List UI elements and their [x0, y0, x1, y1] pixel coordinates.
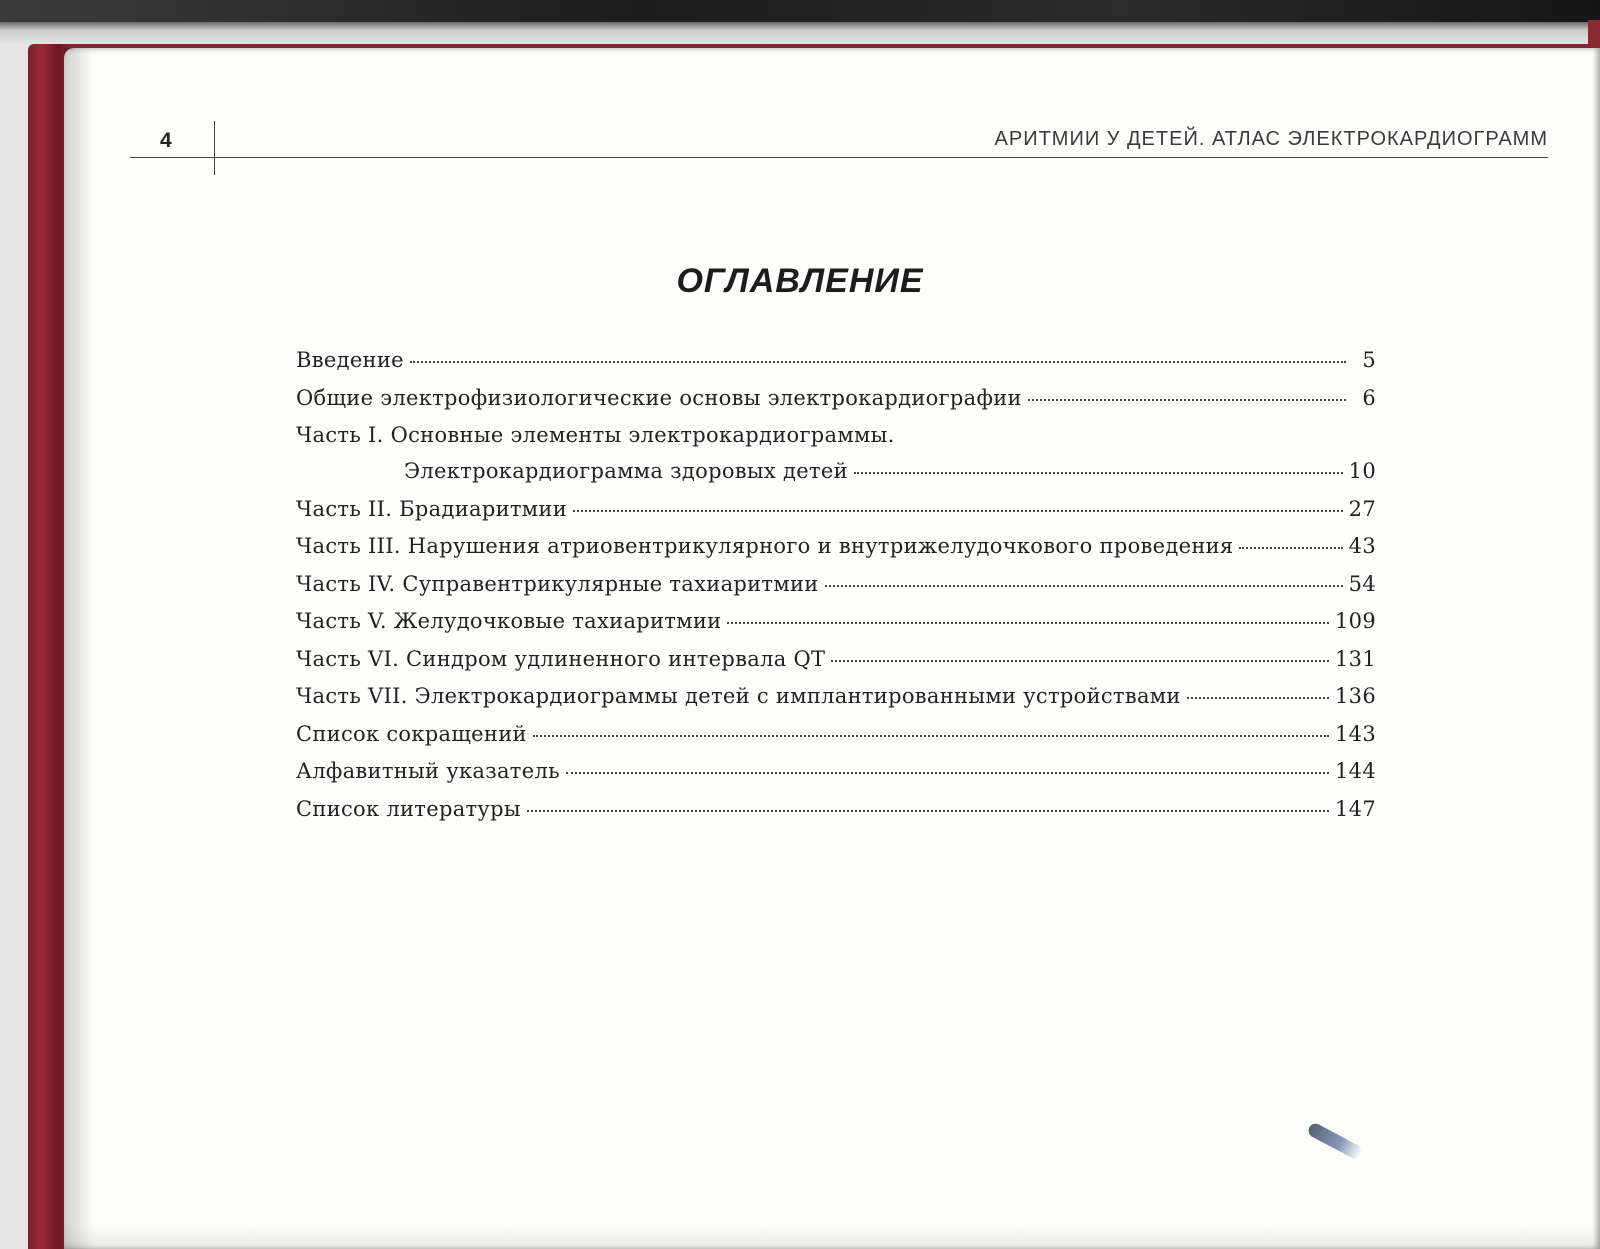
toc-entry-introduction [296, 348, 1376, 386]
toc-leader-dots [1028, 398, 1346, 401]
toc-entry-label: Введение [296, 348, 404, 372]
toc-entry-label: Алфавитный указатель [296, 759, 560, 783]
header-rule [130, 157, 1548, 158]
toc-entry-part-7 [296, 684, 1376, 722]
toc-entry-label: Часть VII. Электрокардиограммы детей с имплантированными устройствами [296, 684, 1181, 708]
running-head: АРИТМИИ У ДЕТЕЙ. АТЛАС ЭЛЕКТРОКАРДИОГРАММ [994, 128, 1548, 150]
toc-entry-references [296, 797, 1376, 835]
toc-entry-label: Часть VI. Синдром удлиненного интервала QT [296, 646, 826, 671]
toc-entry-page: 6 [1362, 385, 1376, 410]
toc-leader-dots [566, 771, 1329, 774]
toc-entry-label: Часть IV. Суправентрикулярные тахиаритмии [296, 571, 819, 596]
scanner-edge [0, 0, 1600, 22]
table-of-contents [296, 348, 1376, 834]
toc-entry-label: Список сокращений [296, 721, 527, 746]
toc-entry-fundamentals [296, 386, 1376, 424]
toc-entry-label: Список литературы [296, 796, 521, 821]
toc-entry-abbreviations [296, 722, 1376, 760]
toc-entry-part-5 [296, 609, 1376, 647]
toc-entry-label: Электрокардиограмма здоровых детей [404, 459, 848, 483]
toc-leader-dots [573, 509, 1343, 512]
toc-entry-page: 136 [1335, 684, 1376, 708]
toc-entry-page: 144 [1335, 759, 1376, 783]
toc-entry-label: Часть I. Основные элементы электрокардиограммы. [296, 423, 895, 447]
toc-entry-part-2 [296, 497, 1376, 535]
toc-entry-part-3 [296, 534, 1376, 572]
toc-leader-dots [1187, 696, 1329, 699]
toc-entry-index [296, 759, 1376, 797]
toc-entry-page: 27 [1348, 496, 1376, 521]
toc-entry-page: 43 [1348, 534, 1376, 558]
page-number: 4 [160, 129, 172, 152]
toc-leader-dots [727, 621, 1329, 624]
toc-entry-page: 5 [1362, 348, 1376, 372]
toc-entry-page: 10 [1348, 459, 1376, 483]
toc-entry-label: Часть V. Желудочковые тахиаритмии [296, 609, 722, 633]
header-tick-rule [214, 121, 215, 175]
toc-leader-dots [831, 659, 1329, 662]
toc-entry-label: Часть II. Брадиаритмии [296, 496, 568, 521]
toc-entry-part-1 [296, 423, 1376, 459]
toc-entry-page: 143 [1335, 721, 1376, 746]
toc-title: ОГЛАВЛЕНИЕ [676, 262, 924, 300]
toc-entry-part-6 [296, 647, 1376, 685]
page-gutter-shadow [64, 48, 94, 1249]
toc-entry-label: Общие электрофизиологические основы электрокардиографии [296, 385, 1022, 410]
toc-leader-dots [854, 471, 1343, 474]
toc-leader-dots [527, 809, 1329, 812]
toc-entry-part-1-continued [296, 459, 1376, 497]
toc-leader-dots [1239, 546, 1342, 549]
toc-leader-dots [410, 360, 1346, 363]
toc-entry-page: 147 [1335, 796, 1376, 821]
toc-entry-page: 109 [1335, 609, 1376, 633]
toc-leader-dots [533, 734, 1329, 737]
toc-leader-dots [825, 584, 1343, 587]
toc-entry-page: 131 [1335, 646, 1376, 671]
page-bottom-shade [64, 1225, 1600, 1249]
toc-entry-label: Часть III. Нарушения атриовентрикулярного и внутрижелудочкового проведения [296, 534, 1234, 558]
toc-entry-part-4 [296, 572, 1376, 610]
toc-entry-page: 54 [1348, 571, 1376, 596]
